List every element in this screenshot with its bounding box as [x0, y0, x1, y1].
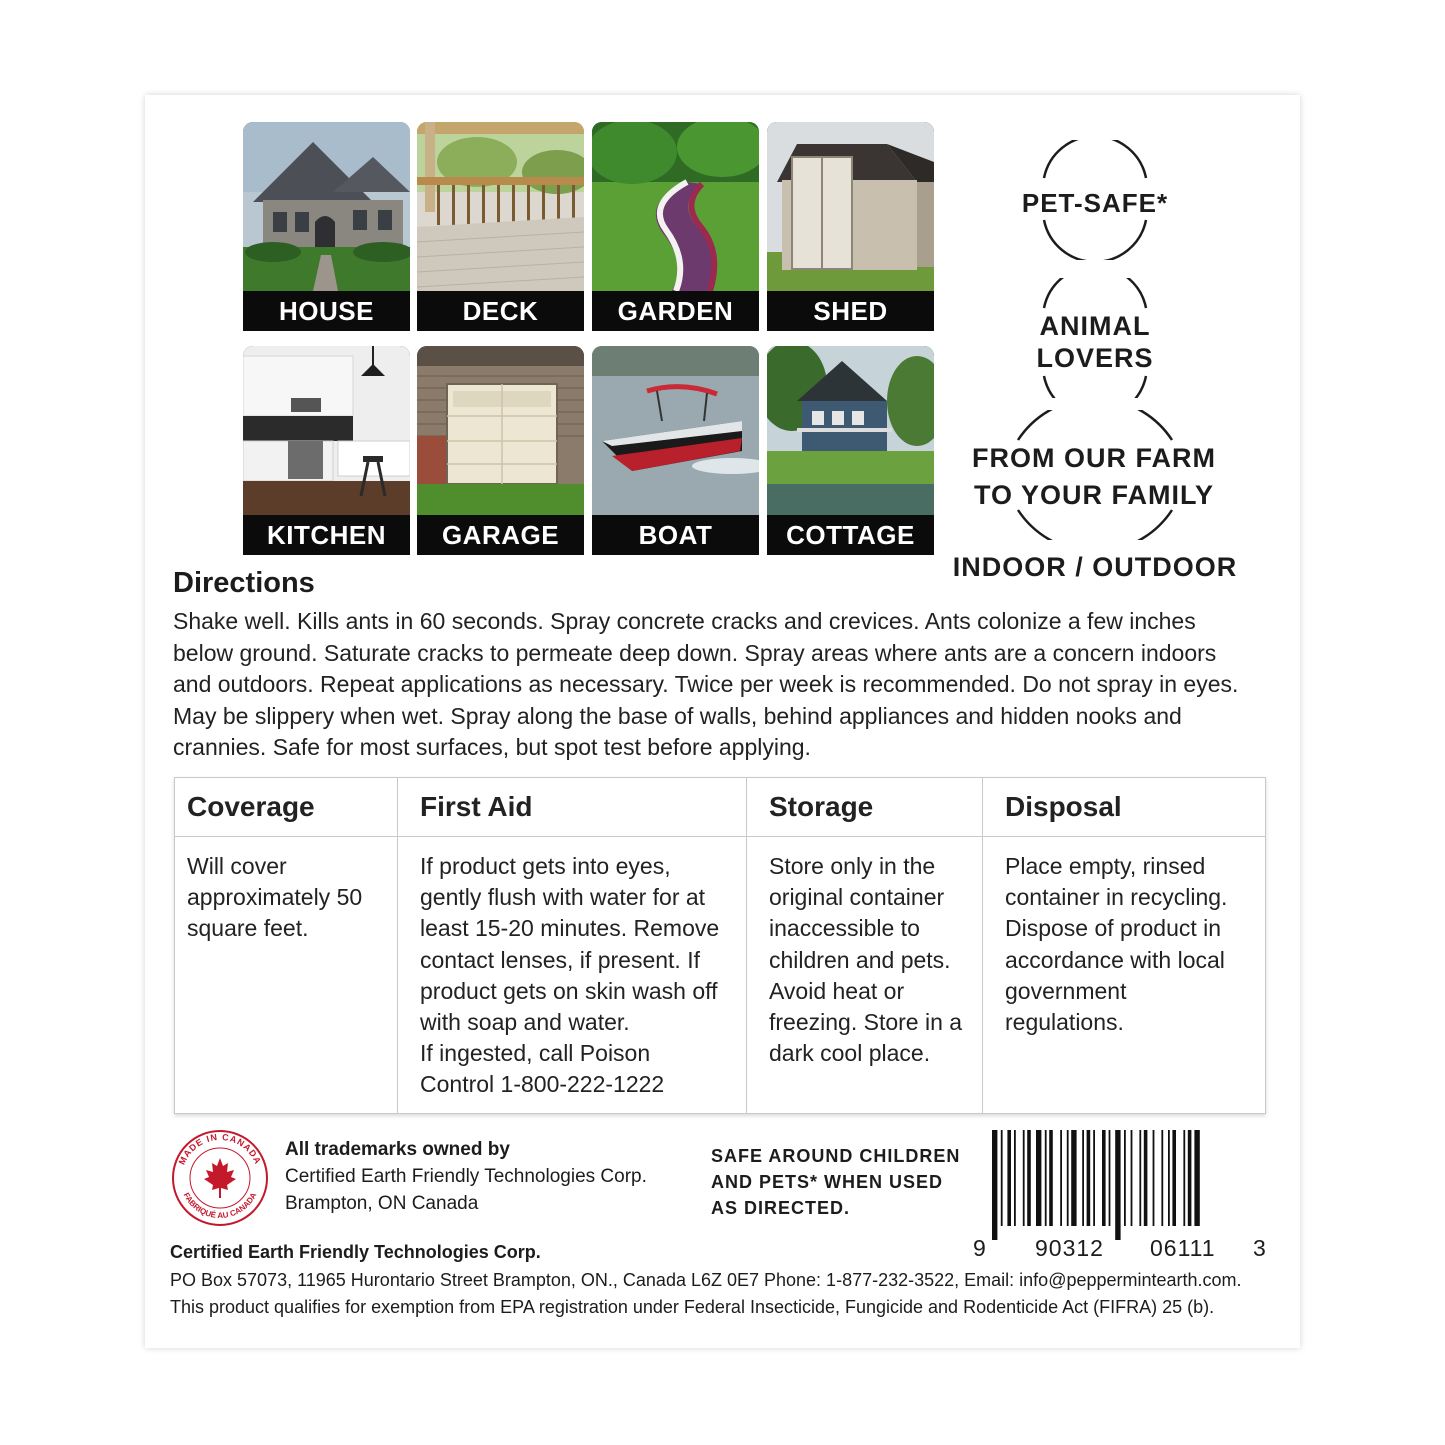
- cell-line: gently flush with water for at: [420, 884, 706, 911]
- barcode-digit-3: 06111: [1150, 1235, 1216, 1261]
- barcode-bar: [1036, 1130, 1041, 1226]
- farm-line-1: FROM OUR FARM: [972, 443, 1216, 473]
- pet-safe-text: PET-SAFE*: [1021, 188, 1169, 218]
- directions-line: Shake well. Kills ants in 60 seconds. Spray concrete cracks and crevices. Ants colonize a few inches: [173, 608, 1196, 634]
- barcode-bar: [1139, 1130, 1141, 1226]
- safety-note-line: SAFE AROUND CHILDREN: [711, 1146, 961, 1166]
- barcode-bar: [1172, 1130, 1176, 1226]
- coverage-cell: [175, 837, 398, 1114]
- svg-text:FABRIQUÉ AU CANADA: FABRIQUÉ AU CANADA: [181, 1191, 259, 1221]
- tile-label: SHED: [767, 291, 934, 331]
- cell-line: inaccessible to: [769, 915, 920, 942]
- first-aid-cell: [398, 837, 747, 1114]
- trademark-city: Brampton, ON Canada: [285, 1193, 479, 1214]
- cell-line: container in recycling.: [1005, 884, 1228, 911]
- cell-line: Will cover: [187, 853, 287, 879]
- location-tile-deck: [417, 122, 584, 331]
- barcode-bar: [1007, 1130, 1011, 1226]
- barcode-bar: [992, 1130, 997, 1240]
- footer-company: Certified Earth Friendly Technologies Corp.: [170, 1242, 541, 1262]
- directions-line: below ground. Saturate cracks to permeate deep down. Spray areas where ants are a concern indoors: [173, 639, 1217, 666]
- shed-photo-icon: [767, 122, 934, 291]
- house-photo-icon: [243, 122, 410, 291]
- animal-lovers-line-1: ANIMAL: [1039, 311, 1151, 341]
- tile-label: BOAT: [592, 515, 759, 555]
- first-aid-header: First Aid: [398, 778, 747, 837]
- barcode-bar: [1045, 1130, 1047, 1226]
- barcode-digit-4: 3: [1253, 1235, 1266, 1261]
- trademark-company: Certified Earth Friendly Technologies Corp.: [285, 1166, 647, 1187]
- table-header-row: [175, 778, 1266, 837]
- footer-exemption: This product qualifies for exemption from EPA registration under Federal Insecticide, Fungicide and Rodenticide Act (FIFRA) 25 (b).: [170, 1297, 1215, 1317]
- cell-line: government: [1005, 977, 1127, 1004]
- barcode-bar: [1131, 1130, 1133, 1226]
- farm-family-badge: [968, 440, 1220, 514]
- cell-line: regulations.: [1005, 1009, 1124, 1036]
- cottage-photo-icon: [767, 346, 934, 515]
- tile-label: COTTAGE: [767, 515, 934, 555]
- barcode-bar: [1124, 1130, 1126, 1226]
- cell-line: square feet.: [187, 915, 309, 942]
- disposal-header: Disposal: [983, 778, 1266, 837]
- location-tile-house: [243, 122, 410, 331]
- deck-photo-icon: [417, 122, 584, 291]
- directions-title: Directions: [173, 567, 315, 599]
- cell-line: Store only in the: [769, 853, 936, 879]
- barcode-bar: [1183, 1130, 1185, 1226]
- barcode-digit-1: 9: [973, 1235, 986, 1261]
- indoor-outdoor-label: INDOOR / OUTDOOR: [952, 552, 1238, 582]
- barcode-bar: [1168, 1130, 1170, 1226]
- cell-line: with soap and water.: [420, 1009, 630, 1036]
- cell-line: product gets on skin wash off: [420, 977, 718, 1004]
- barcode-bar: [1144, 1130, 1148, 1226]
- footer-address: PO Box 57073, 11965 Hurontario Street Brampton, ON., Canada L6Z 0E7 Phone: 1-877-232-3522, Email: info@peppermintearth.com.: [170, 1270, 1242, 1290]
- cell-line: dark cool place.: [769, 1040, 931, 1067]
- barcode-bar: [1067, 1130, 1069, 1226]
- barcode-digit-2: 90312: [1035, 1235, 1104, 1261]
- barcode-bar: [1023, 1130, 1025, 1226]
- barcode-bar: [1194, 1130, 1199, 1226]
- cell-line: Dispose of product in: [1005, 915, 1222, 942]
- cell-line: freezing. Store in a: [769, 1009, 963, 1036]
- trademark-title: All trademarks owned by: [285, 1139, 510, 1160]
- garage-photo-icon: [417, 346, 584, 515]
- cell-line: original container: [769, 884, 945, 911]
- farm-line-2: TO YOUR FAMILY: [973, 480, 1215, 510]
- animal-lovers-line-2: LOVERS: [1036, 343, 1154, 373]
- barcode-bar: [1188, 1130, 1192, 1226]
- location-tile-garden: [592, 122, 759, 331]
- safety-note: [711, 1143, 960, 1221]
- location-tile-garage: [417, 346, 584, 555]
- location-tile-shed: [767, 122, 934, 331]
- barcode-icon: [990, 1130, 1250, 1240]
- barcode-bar: [1153, 1130, 1155, 1226]
- animal-lovers-badge: [1000, 310, 1190, 374]
- tile-label: GARDEN: [592, 291, 759, 331]
- barcode-bar: [1109, 1130, 1111, 1226]
- directions-line: May be slippery when wet. Spray along the base of walls, behind appliances and hidden nooks and: [173, 702, 1182, 729]
- safety-note-line: AS DIRECTED.: [711, 1198, 851, 1218]
- coverage-header: Coverage: [175, 778, 398, 837]
- maple-leaf-icon: [204, 1158, 236, 1198]
- svg-text:MADE IN CANADA: MADE IN CANADA: [176, 1131, 264, 1167]
- cell-line: least 15-20 minutes. Remove: [420, 915, 720, 942]
- barcode-bar: [1071, 1130, 1076, 1226]
- barcode-bar: [1115, 1130, 1120, 1240]
- barcode-bar: [1060, 1130, 1062, 1226]
- garden-photo-icon: [592, 122, 759, 291]
- boat-photo-icon: [592, 346, 759, 515]
- cell-line: children and pets.: [769, 946, 951, 973]
- storage-cell: [747, 837, 983, 1114]
- safety-note-line: AND PETS* WHEN USED: [711, 1172, 944, 1192]
- barcode-bar: [1102, 1130, 1106, 1226]
- directions-text: [173, 606, 1273, 764]
- disposal-cell: [983, 837, 1266, 1114]
- cell-line: Control 1-800-222-1222: [420, 1071, 665, 1098]
- pet-safe-badge: [1000, 188, 1190, 219]
- table-row: [175, 837, 1266, 1114]
- barcode-bar: [1027, 1130, 1031, 1226]
- barcode-bar: [1014, 1130, 1016, 1226]
- info-table: [174, 777, 1266, 1114]
- tile-label: GARAGE: [417, 515, 584, 555]
- location-tile-cottage: [767, 346, 934, 555]
- cell-line: Place empty, rinsed: [1005, 853, 1206, 879]
- barcode-bar: [1087, 1130, 1091, 1226]
- cell-line: If product gets into eyes,: [420, 853, 671, 879]
- tile-label: KITCHEN: [243, 515, 410, 555]
- location-tile-kitchen: [243, 346, 410, 555]
- kitchen-photo-icon: [243, 346, 410, 515]
- cell-line: accordance with local: [1005, 946, 1225, 973]
- barcode-bar: [1049, 1130, 1053, 1226]
- tile-label: DECK: [417, 291, 584, 331]
- cell-line: approximately 50: [187, 884, 363, 911]
- directions-line: crannies. Safe for most surfaces, but spot test before applying.: [173, 734, 811, 760]
- made-in-canada-seal-icon: [170, 1128, 270, 1228]
- barcode-bar: [1093, 1130, 1095, 1226]
- cell-line: If ingested, call Poison: [420, 1040, 651, 1067]
- location-tile-boat: [592, 346, 759, 555]
- barcode-bar: [1082, 1130, 1084, 1226]
- directions-line: and outdoors. Repeat applications as necessary. Twice per week is recommended. Do not spray in eyes.: [173, 671, 1239, 697]
- barcode-bar: [1001, 1130, 1003, 1226]
- cell-line: Avoid heat or: [769, 977, 905, 1004]
- cell-line: contact lenses, if present. If: [420, 946, 700, 973]
- barcode-bar: [1161, 1130, 1163, 1226]
- storage-header: Storage: [747, 778, 983, 837]
- tile-label: HOUSE: [243, 291, 410, 331]
